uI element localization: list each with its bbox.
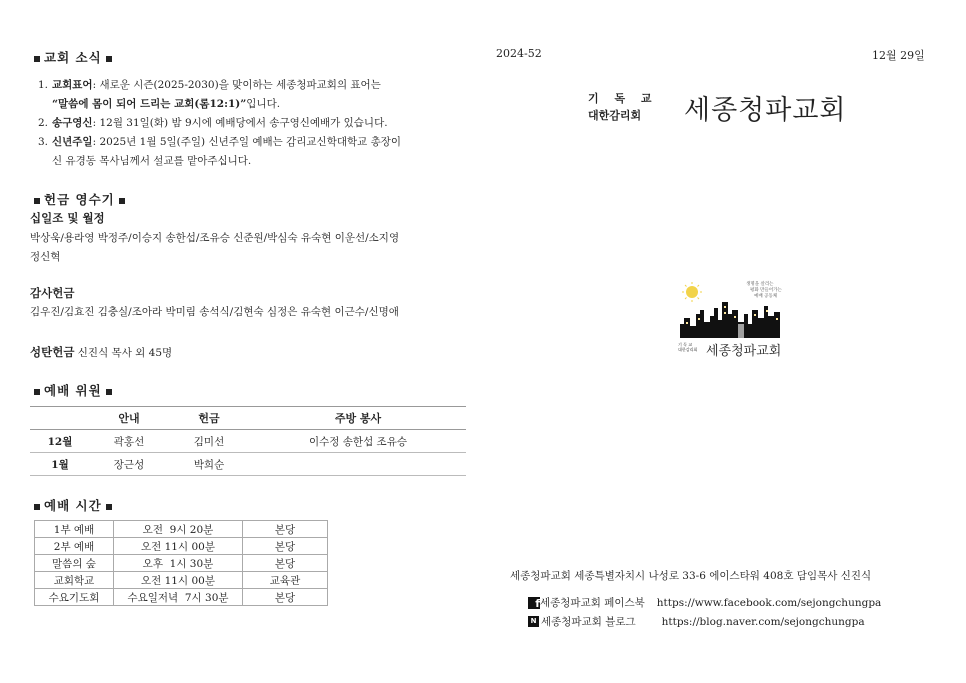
offering-section-title: 헌금 영수기	[30, 190, 129, 208]
issue-number: 2024-52	[496, 47, 542, 60]
news-section-title: 교회 소식	[30, 48, 116, 66]
blog-row: N 세종청파교회 블로그 https://blog.naver.com/sejongchungpa	[528, 614, 865, 629]
church-title: 세종청파교회	[684, 95, 847, 126]
table-row: 수요기도회 수요일저녁 7시 30분 본당	[35, 589, 328, 606]
committee-section-title: 예배 위원	[30, 381, 116, 399]
facebook-link[interactable]: https://www.facebook.com/sejongchungpa	[656, 596, 882, 609]
table-row: 1월 장근성 박희순	[30, 453, 466, 476]
news-item-cont: “말씀에 몸이 되어 드리는 교회(롬12:1)”입니다.	[52, 98, 281, 110]
thanks-heading: 감사헌금	[30, 286, 75, 300]
church-address: 세종청파교회 세종특별자치시 나성로 33-6 에이스타워 408호 담임목사 신진식	[510, 570, 872, 582]
bullet-square-icon	[34, 389, 40, 395]
christmas-offering: 성탄헌금 신진식 목사 외 45명	[30, 345, 173, 359]
table-row: 말씀의 숲 오후 1시 30분 본당	[35, 555, 328, 572]
news-item: 1. 교회표어: 새로운 시즌(2025-2030)을 맞이하는 세종청파교회의 표어는	[38, 79, 381, 91]
bullet-square-icon	[106, 56, 112, 62]
schedule-table	[34, 520, 328, 606]
bullet-square-icon	[106, 504, 112, 510]
bullet-square-icon	[34, 504, 40, 510]
table-row: 12월 곽홍선 김미선 이수정 송한섭 조유승	[30, 430, 466, 453]
news-item: 2. 송구영신: 12월 31일(화) 밤 9시에 예배당에서 송구영신예배가 있습니다.	[38, 117, 388, 129]
logo-denomination: 기 독 교 대한감리회	[678, 342, 698, 352]
naver-blog-icon: N	[528, 616, 539, 627]
bullet-square-icon	[34, 56, 40, 62]
table-row: 교회학교 오전 11시 00분 교육관	[35, 572, 328, 589]
denomination: 기 독 교 대한감리회	[588, 92, 658, 122]
table-header-row: 안내 헌금 주방 봉사	[30, 407, 466, 430]
bullet-square-icon	[119, 198, 125, 204]
thanks-names: 김우진/김효진 김충실/조아라 박미림 송석식/김현숙 심정은 유숙현 이근수/신명애	[30, 306, 399, 318]
committee-table	[30, 406, 466, 476]
logo-slogan: 생명을 살리는 평화 만들어가는 예배 공동체	[746, 282, 782, 299]
issue-date: 12월 29일	[872, 49, 925, 62]
bullet-square-icon	[34, 198, 40, 204]
bullet-square-icon	[106, 389, 112, 395]
news-list	[38, 76, 468, 171]
blog-link[interactable]: https://blog.naver.com/sejongchungpa	[661, 615, 865, 628]
news-item-cont: 신 유경동 목사님께서 설교를 맡아주십니다.	[52, 155, 252, 167]
news-item: 3. 신년주일: 2025년 1월 5일(주일) 신년주일 예배는 감리교신학대학교 총장이	[38, 136, 402, 148]
tithe-heading: 십일조 및 월정	[30, 211, 105, 225]
logo-church-name: 세종청파교회	[706, 344, 782, 359]
church-logo	[678, 280, 784, 364]
schedule-section-title: 예배 시간	[30, 496, 116, 514]
facebook-icon: f	[528, 597, 540, 609]
facebook-row: f 세종청파교회 페이스북 https://www.facebook.com/sejongchungpa	[528, 595, 881, 610]
table-row: 1부 예배 오전 9시 20분 본당	[35, 521, 328, 538]
tithe-names: 박상욱/용라영 박정주/이승지 송한섭/조유승 신준원/박심숙 유숙현 이운선/소지영 정신혁	[30, 232, 400, 263]
table-row: 2부 예배 오전 11시 00분 본당	[35, 538, 328, 555]
